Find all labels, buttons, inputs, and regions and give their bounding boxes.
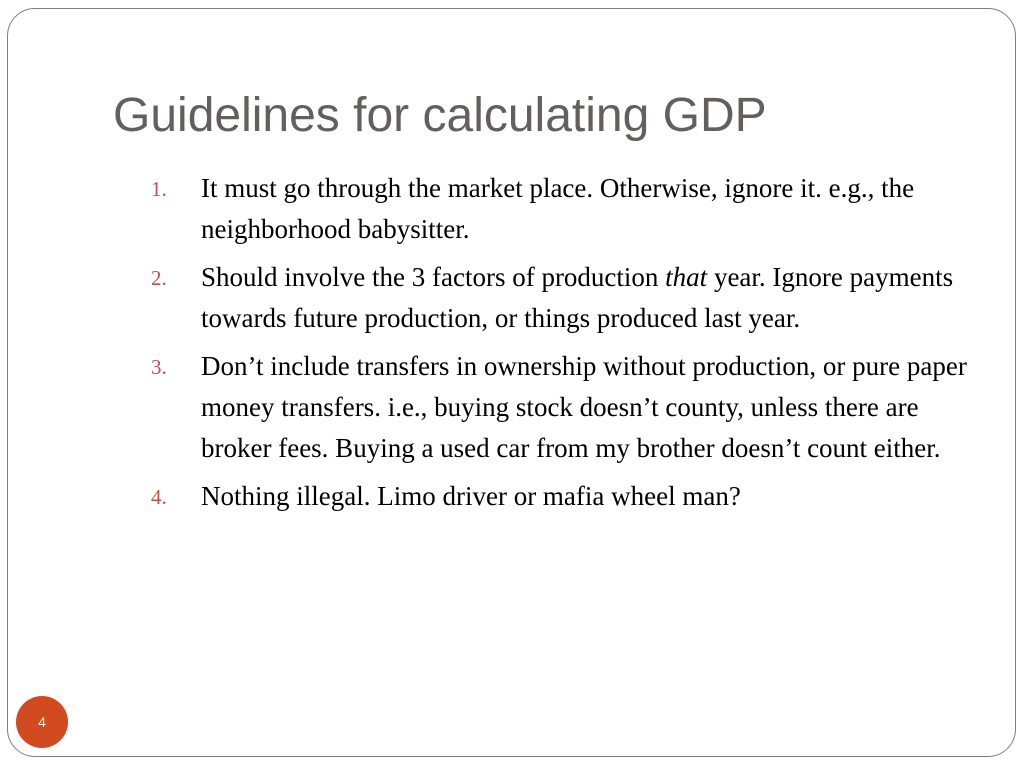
guidelines-list [148, 168, 978, 524]
list-item-text: Should involve the 3 factors of production [201, 262, 666, 292]
list-item-number: 1. [151, 177, 167, 201]
list-item-text: Don’t include transfers in ownership without production, or pure paper money transfers. i.e., buying stock doesn’t county, unless there are broker fees. Buying a used car from my brother doesn’t count either. [201, 351, 967, 463]
list-item [148, 168, 978, 250]
slide-title: Guidelines for calculating GDP [113, 89, 767, 142]
list-item [148, 476, 978, 517]
list-item [148, 257, 978, 339]
list-item-emphasis: that [665, 262, 708, 292]
list-item-text: year. Ignore payments towards future production, or things produced last year. [201, 262, 954, 333]
list-item-text: Nothing illegal. Limo driver or mafia wheel man? [201, 481, 741, 511]
page-number-badge: 4 [16, 696, 68, 748]
list-item-text: It must go through the market place. Otherwise, ignore it. e.g., the neighborhood babysitter. [201, 173, 915, 244]
list-item-number: 2. [151, 266, 167, 290]
list-item-number: 4. [151, 485, 167, 509]
list-item [148, 346, 978, 469]
list-item-number: 3. [151, 355, 167, 379]
